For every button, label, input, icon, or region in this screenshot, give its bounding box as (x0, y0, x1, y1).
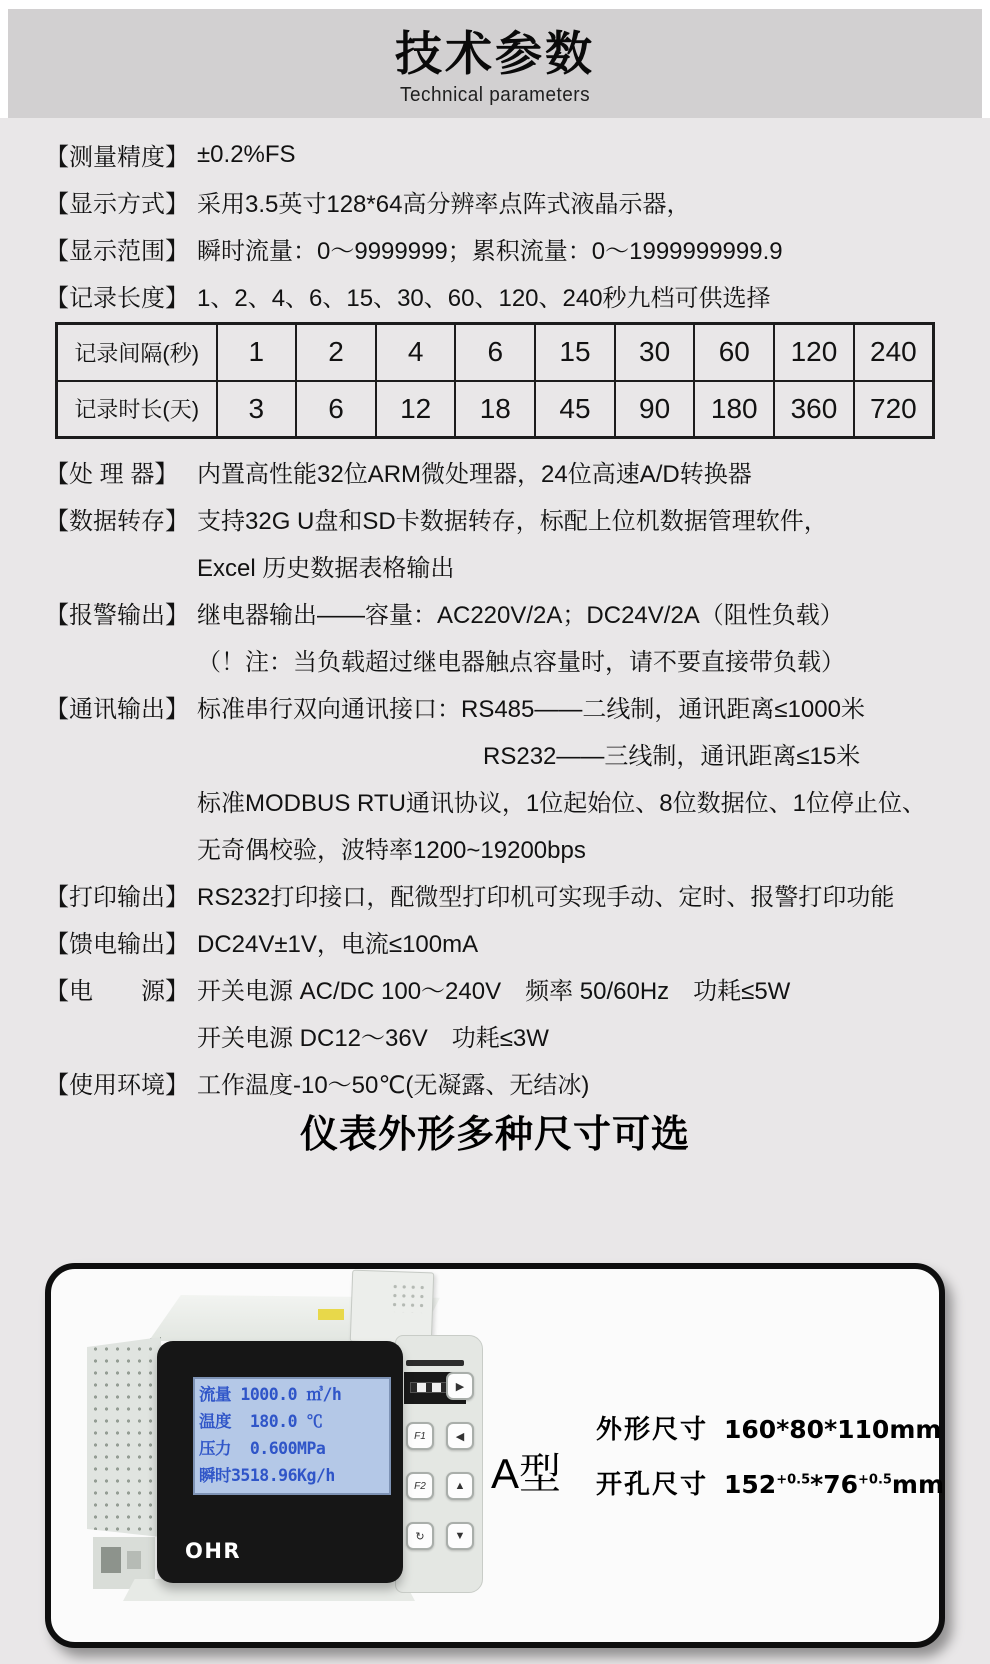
key-f2: F2 (406, 1472, 434, 1500)
device-front-bezel (157, 1341, 403, 1583)
spec-label: 【使用环境】 (45, 1072, 189, 1099)
spec-row (45, 1012, 955, 1059)
spec-row (45, 871, 955, 918)
spec-label: 【馈电输出】 (45, 931, 189, 958)
spec-content: ±0.2%FS (197, 140, 296, 168)
spec-label: 【处 理 器】 (45, 461, 179, 488)
table-cell: 4 (376, 324, 456, 381)
spec-label: 【通讯输出】 (45, 696, 189, 723)
table-cell: 1 (217, 324, 297, 381)
table-cell: 12 (376, 381, 456, 438)
spec-content: 继电器输出——容量：AC220V/2A；DC24V/2A（阻性负载） (197, 602, 844, 629)
spec-row (45, 777, 955, 824)
spec-content: RS232打印接口，配微型打印机可实现手动、定时、报警打印功能 (197, 884, 895, 911)
key-f1: F1 (406, 1422, 434, 1450)
spec-label: 【打印输出】 (45, 884, 189, 911)
spec-row (45, 824, 955, 871)
spec-content: 开关电源 DC12～36V 功耗≤3W (197, 1025, 549, 1052)
keypad-panel (395, 1335, 483, 1593)
hole-size-row (596, 1464, 945, 1501)
label-sticker (318, 1309, 344, 1320)
table-cell: 记录间隔(秒) (57, 324, 217, 381)
page-title: 技术参数 (395, 27, 595, 80)
spec-label: 【报警输出】 (45, 602, 189, 629)
record-interval-table (55, 322, 935, 439)
spec-content: 内置高性能32位ARM微处理器，24位高速A/D转换器 (197, 461, 752, 488)
key-up-arrow-icon: ▲ (446, 1472, 474, 1500)
spec-row (45, 131, 955, 178)
spec-label: 【记录长度】 (45, 285, 189, 312)
spec-row (45, 730, 955, 777)
table-cell: 120 (774, 324, 854, 381)
brand-logo: OHR (185, 1539, 242, 1563)
table-cell: 180 (694, 381, 774, 438)
spec-row (45, 542, 955, 589)
model-label: A型 (491, 1450, 562, 1497)
spec-label: 【数据转存】 (45, 508, 189, 535)
table-cell: 6 (455, 324, 535, 381)
spec-content: 工作温度-10～50℃(无凝露、无结冰) (197, 1072, 590, 1099)
spec-label: 【电 源】 (45, 978, 189, 1005)
header (0, 0, 990, 118)
key-enter-icon: ↻ (406, 1522, 434, 1550)
lcd-line: 温度 180.0 ℃ (199, 1412, 323, 1431)
dimensions-block (596, 1409, 945, 1519)
outline-size-label: 外形尺寸 (596, 1414, 709, 1444)
spec-content: 支持32G U盘和SD卡数据转存，标配上位机数据管理软件， (197, 508, 828, 535)
spec-row (45, 448, 955, 495)
spec-list-top (45, 131, 955, 319)
outline-size-value: 160*80*110mm (724, 1415, 942, 1444)
spec-content: 标准串行双向通讯接口：RS485——二线制，通讯距离≤1000米 (197, 696, 865, 723)
spec-content: 标准MODBUS RTU通讯协议，1位起始位、8位数据位、1位停止位、 (197, 790, 926, 817)
spec-content: （！注：当负载超过继电器触点容量时，请不要直接带负载） (197, 649, 845, 676)
table-cell: 45 (535, 381, 615, 438)
spec-content: RS232——三线制，通讯距离≤15米 (483, 743, 861, 770)
key-left-arrow-icon: ◀ (446, 1422, 474, 1450)
page-subtitle: Technical parameters (399, 84, 591, 106)
sd-slot (406, 1360, 464, 1366)
spec-row (45, 272, 955, 319)
spec-label: 【显示范围】 (45, 238, 189, 265)
spec-content: 开关电源 AC/DC 100～240V 频率 50/60Hz 功耗≤5W (197, 978, 791, 1005)
spec-row (45, 636, 955, 683)
outline-section-heading: 仪表外形多种尺寸可选 (299, 1114, 690, 1156)
spec-content: 采用3.5英寸128*64高分辨率点阵式液晶示器， (197, 191, 691, 218)
outline-size-row (596, 1409, 942, 1446)
header-band (8, 9, 982, 118)
spec-content: 1、2、4、6、15、30、60、120、240秒九档可供选择 (197, 285, 771, 312)
table-cell: 90 (615, 381, 695, 438)
key-down-arrow-icon: ▼ (446, 1522, 474, 1550)
spec-row (45, 225, 955, 272)
spec-row (45, 178, 955, 225)
table-cell: 30 (615, 324, 695, 381)
table-cell: 60 (694, 324, 774, 381)
device-vent-panel (87, 1337, 161, 1537)
table-cell: 18 (455, 381, 535, 438)
spec-label: 【显示方式】 (45, 191, 189, 218)
model-a-panel (45, 1263, 945, 1648)
key-right-arrow-icon: ▶ (446, 1372, 474, 1400)
spec-content: 无奇偶校验，波特率1200~19200bps (197, 837, 586, 864)
device-photo (65, 1279, 485, 1619)
hole-size-value: $152^{+0.5}*76^{+0.5}mm$ (724, 1470, 945, 1499)
table-cell: 360 (774, 381, 854, 438)
spec-row (45, 918, 955, 965)
table-cell: 15 (535, 324, 615, 381)
table-row-duration (57, 381, 934, 438)
lcd-line: 瞬时3518.96Kg/h (199, 1466, 335, 1485)
table-cell: 3 (217, 381, 297, 438)
spec-list-bottom (45, 448, 955, 1106)
lcd-line: 压力 0.600MPa (199, 1439, 326, 1458)
table-cell: 720 (854, 381, 934, 438)
spec-content: DC24V±1V，电流≤100mA (197, 931, 479, 958)
table-cell: 240 (854, 324, 934, 381)
spec-content: 瞬时流量：0～9999999；累积流量：0～1999999999.9 (197, 238, 783, 265)
spec-content: Excel 历史数据表格输出 (197, 555, 455, 582)
spec-row (45, 683, 955, 730)
flip-cover (350, 1270, 434, 1345)
lcd-screen (193, 1377, 391, 1495)
lcd-line: 流量 1000.0 ㎥/h (199, 1385, 342, 1404)
table-row-interval (57, 324, 934, 381)
hole-size-label: 开孔尺寸 (596, 1469, 709, 1499)
spec-row (45, 495, 955, 542)
spec-row (45, 965, 955, 1012)
spec-row (45, 589, 955, 636)
table-cell: 2 (296, 324, 376, 381)
spec-label: 【测量精度】 (45, 144, 189, 171)
spec-row (45, 1059, 955, 1106)
table-cell: 6 (296, 381, 376, 438)
table-cell: 记录时长(天) (57, 381, 217, 438)
